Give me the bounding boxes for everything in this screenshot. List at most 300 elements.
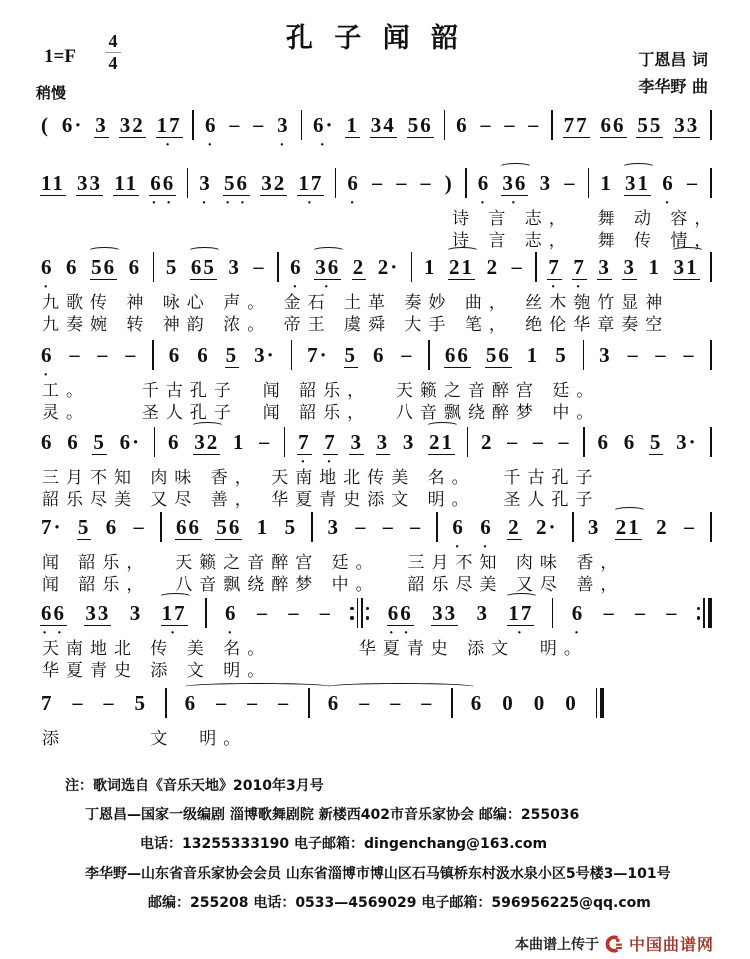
dash-glyph: – <box>528 114 541 136</box>
note-digits: 7· <box>307 342 329 367</box>
dash-glyph: – <box>686 172 699 194</box>
note-digits: 36 <box>315 254 341 279</box>
note-token <box>175 515 202 540</box>
note-token <box>284 515 299 540</box>
note-digits: 66 <box>150 170 176 195</box>
note-digits: 7 <box>573 254 586 279</box>
slur-arc <box>88 247 121 255</box>
note-digits: 56 <box>216 514 242 539</box>
duration-dash <box>511 255 525 279</box>
barline <box>451 688 453 718</box>
dash-glyph: – <box>125 344 138 366</box>
note-token <box>40 342 55 383</box>
slur-arc <box>505 593 538 601</box>
note-digits: 5 <box>225 342 239 367</box>
note-token <box>428 430 455 455</box>
low-octave-dot: · <box>664 194 673 211</box>
note-digits: 7 <box>41 690 54 715</box>
barline <box>710 427 712 457</box>
note-digits: 1 <box>526 342 540 367</box>
note-token <box>204 112 219 153</box>
rest-token <box>564 691 579 716</box>
lyric-line-1: 诗 言 志， 舞 动 容， <box>452 209 719 229</box>
lyrics-block <box>40 292 712 336</box>
note-token <box>636 113 663 138</box>
note-token <box>323 429 338 470</box>
note-token <box>227 255 242 280</box>
note-token <box>661 170 676 211</box>
note-token <box>597 430 612 455</box>
note-digits: 2 <box>486 254 500 279</box>
duration-dash <box>124 343 138 367</box>
barline <box>552 598 554 628</box>
note-token <box>622 255 637 280</box>
low-octave-dot: · · <box>151 194 175 211</box>
system-7 <box>40 592 712 682</box>
slur-arc <box>446 247 479 255</box>
dash-glyph: – <box>278 692 291 714</box>
note-digits: 2 <box>656 514 669 539</box>
note-token <box>600 113 627 138</box>
low-octave-dot: · <box>279 136 288 153</box>
music-row <box>40 104 712 153</box>
barline <box>551 110 553 140</box>
lyric-line-1: 三月不知 肉味 香， 天南地北传美 名。 千古孔子 <box>42 468 600 488</box>
system-1 <box>40 104 712 153</box>
parenthesis-glyph: ( <box>41 112 50 137</box>
low-octave-dot: · <box>227 624 236 641</box>
dash-glyph: – <box>319 602 332 624</box>
low-octave-dot: · · <box>225 194 248 211</box>
note-token <box>539 171 554 196</box>
note-token <box>168 343 183 368</box>
note-token <box>260 171 287 196</box>
note-digits: 33 <box>432 600 458 625</box>
footer-note-lyricist-contact: 电话：13255333190 电子邮箱：dingenchang@163.com <box>140 836 548 852</box>
barline <box>465 168 467 198</box>
note-token <box>65 255 80 280</box>
note-token <box>675 430 699 455</box>
tempo-marking: 稍慢 <box>36 84 67 102</box>
note-token <box>119 430 143 455</box>
note-token <box>344 343 359 368</box>
dash-glyph: – <box>133 516 146 538</box>
note-digits: 2· <box>536 514 558 539</box>
note-digits: 6 <box>168 342 182 367</box>
duration-dash <box>558 430 572 454</box>
duration-dash <box>506 430 520 454</box>
note-digits: 1 <box>232 429 246 454</box>
barline <box>710 512 712 542</box>
note-digits: 6 <box>184 690 198 715</box>
lyric-line-2: 九奏婉 转 神韵 浓。 帝王 虞舜 大手 笔， 绝伦华章奏空 <box>42 315 670 335</box>
note-token <box>448 255 475 280</box>
note-digits: 66 <box>387 600 413 625</box>
music-row <box>40 592 712 641</box>
note-digits: 6· <box>313 112 335 137</box>
barline <box>357 598 359 628</box>
footer-note-composer-contact: 邮编：255208 电话：0533—4569029 电子邮箱：596956225@qq.com <box>148 895 651 911</box>
slur-arc <box>622 163 655 171</box>
slur-arc <box>159 593 192 601</box>
note-digits: 66 <box>175 514 201 539</box>
note-digits: 6 <box>225 600 238 625</box>
note-digits: 6 <box>662 170 675 195</box>
barline <box>572 512 574 542</box>
dash-glyph: – <box>683 344 696 366</box>
barline <box>596 688 598 718</box>
low-octave-dot: · <box>201 194 210 211</box>
watermark-prefix: 本曲谱上传于 <box>514 936 599 953</box>
note-token <box>306 343 330 368</box>
key-signature: 1=F <box>44 46 76 67</box>
note-token <box>431 601 458 626</box>
note-digits: 11 <box>114 170 139 195</box>
note-token <box>66 430 81 455</box>
note-token <box>76 171 103 196</box>
note-digits: 6 <box>105 514 119 539</box>
note-digits: 32 <box>194 429 220 454</box>
note-digits: 3· <box>676 429 698 454</box>
note-digits: 31 <box>625 170 651 195</box>
dash-glyph: – <box>666 602 679 624</box>
note-digits: 56 <box>407 112 433 137</box>
slur-arc <box>188 247 221 255</box>
duration-dash <box>389 691 403 715</box>
note-digits: 7· <box>41 514 63 539</box>
note-token <box>84 601 111 626</box>
barline <box>436 512 438 542</box>
duration-dash <box>627 343 641 367</box>
low-octave-dot: · <box>510 194 519 211</box>
note-digits: 34 <box>370 112 396 137</box>
dash-glyph: – <box>382 516 395 538</box>
duration-dash <box>603 601 617 625</box>
lyrics-block <box>40 380 712 424</box>
note-digits: 0 <box>565 690 578 715</box>
note-token <box>184 691 199 716</box>
low-octave-dot: · <box>516 624 525 641</box>
note-token <box>256 515 271 540</box>
duration-dash <box>277 691 291 715</box>
note-digits: 66 <box>444 342 470 367</box>
note-token <box>554 343 569 368</box>
note-token <box>129 601 144 626</box>
note-token <box>297 429 312 470</box>
note-digits: 5 <box>165 254 179 279</box>
note-token <box>673 255 700 280</box>
barline <box>152 340 154 370</box>
note-token <box>345 113 360 138</box>
barline <box>583 340 585 370</box>
duration-dash <box>563 171 577 195</box>
note-digits: 3 <box>277 112 290 137</box>
dash-glyph: – <box>480 114 493 136</box>
low-octave-dot: · <box>207 136 216 153</box>
duration-dash <box>683 515 697 539</box>
music-row <box>40 162 712 211</box>
note-token <box>196 343 211 368</box>
dash-glyph: – <box>359 692 372 714</box>
duration-dash <box>358 691 372 715</box>
barline <box>535 252 537 282</box>
rest-token <box>501 691 516 716</box>
duration-dash <box>527 113 541 137</box>
note-digits: 1 <box>600 170 613 195</box>
dash-glyph: – <box>603 602 616 624</box>
note-digits: 77 <box>563 112 589 137</box>
dash-glyph: – <box>507 431 520 453</box>
system-5 <box>40 421 712 511</box>
note-token <box>571 600 586 641</box>
note-digits: 11 <box>41 170 65 195</box>
note-digits: 6 <box>480 514 493 539</box>
site-watermark <box>515 932 714 955</box>
note-digits: 3 <box>402 429 416 454</box>
note-digits: 5 <box>555 342 568 367</box>
note-digits: 3 <box>95 112 108 137</box>
note-digits: 17 <box>298 170 324 195</box>
low-octave-dot: · <box>306 194 315 211</box>
note-digits: 3· <box>254 342 276 367</box>
note-token <box>105 515 120 540</box>
note-token <box>215 515 242 540</box>
low-octave-dot: · <box>292 278 301 295</box>
dash-glyph: – <box>97 344 110 366</box>
note-digits: 3 <box>327 514 340 539</box>
dash-glyph: – <box>504 114 517 136</box>
duration-dash <box>682 343 696 367</box>
note-token <box>486 255 501 280</box>
low-octave-dot: · <box>575 278 584 295</box>
note-digits: 65 <box>190 254 216 279</box>
note-token <box>376 430 391 455</box>
note-token <box>314 254 341 295</box>
note-token <box>119 113 146 138</box>
note-digits: 3 <box>599 342 612 367</box>
low-octave-dot: · <box>319 136 328 153</box>
note-digits: 3 <box>587 514 601 539</box>
lyrics-block <box>40 467 712 511</box>
duration-dash <box>479 113 493 137</box>
note-token <box>597 255 612 280</box>
music-row <box>40 334 712 383</box>
note-digits: 33 <box>674 112 700 137</box>
note-digits: 17 <box>508 600 534 625</box>
note-digits: 21 <box>449 254 475 279</box>
note-token <box>480 430 495 455</box>
duration-dash <box>395 171 409 195</box>
lyric-line-1: 添 文 明。 <box>42 729 248 749</box>
note-digits: 66 <box>41 600 66 625</box>
note-token <box>253 343 277 368</box>
note-token <box>94 113 109 138</box>
note-digits: 31 <box>673 254 699 279</box>
note-digits: 5 <box>284 514 298 539</box>
duration-dash <box>420 171 434 195</box>
low-octave-dot: · <box>482 538 491 555</box>
note-token <box>649 430 664 455</box>
note-digits: 1 <box>346 112 359 137</box>
barline <box>308 688 310 718</box>
note-token <box>673 113 700 138</box>
final-barline <box>596 688 605 718</box>
note-digits: 6 <box>456 112 469 137</box>
note-token <box>475 601 490 626</box>
note-token <box>92 430 107 455</box>
low-octave-dot: · <box>349 194 358 211</box>
repeat-dot <box>366 616 370 620</box>
barline <box>291 340 293 370</box>
note-token <box>77 515 92 540</box>
note-digits: 6 <box>204 112 218 137</box>
barline <box>284 427 286 457</box>
note-digits: 6 <box>470 690 484 715</box>
note-token <box>134 691 149 716</box>
dash-glyph: – <box>627 344 640 366</box>
note-digits: 6 <box>327 690 341 715</box>
barline <box>165 688 167 718</box>
duration-dash <box>382 515 396 539</box>
duration-dash <box>319 601 333 625</box>
dash-glyph: – <box>564 172 577 194</box>
note-digits: 1 <box>256 514 270 539</box>
note-token <box>289 254 304 295</box>
repeat-end-sign <box>697 598 712 628</box>
note-token <box>423 255 438 280</box>
note-digits: 17 <box>156 112 182 137</box>
barline <box>205 598 207 628</box>
note-token <box>40 171 66 196</box>
note-digits: 6 <box>197 342 210 367</box>
note-token <box>370 113 397 138</box>
note-token <box>327 691 342 716</box>
barline <box>710 168 712 198</box>
note-digits: 6 <box>66 254 79 279</box>
barline <box>187 168 189 198</box>
duration-dash <box>258 430 272 454</box>
barline <box>277 252 279 282</box>
note-token <box>535 515 559 540</box>
note-digits: 3 <box>228 254 241 279</box>
composer-credit: 李华野 曲 <box>638 77 708 96</box>
note-token <box>526 343 541 368</box>
duration-dash <box>409 515 423 539</box>
barline <box>467 427 469 457</box>
duration-dash <box>665 601 679 625</box>
low-octave-dot: · <box>573 624 582 641</box>
note-token <box>501 170 528 211</box>
music-row <box>40 246 712 295</box>
note-digits: 2 <box>480 429 494 454</box>
dash-glyph: – <box>396 172 409 194</box>
barline <box>710 252 712 282</box>
system-6 <box>40 506 712 596</box>
note-token <box>128 255 143 280</box>
note-token <box>312 112 336 153</box>
music-row <box>40 682 712 724</box>
note-digits: 6 <box>452 514 465 539</box>
note-digits: 6 <box>41 429 54 454</box>
note-token <box>624 171 651 196</box>
repeat-dot <box>366 607 370 611</box>
note-digits: 2 <box>508 514 521 539</box>
note-digits: 6 <box>168 429 181 454</box>
note-digits: 5 <box>344 342 358 367</box>
note-token <box>507 515 522 540</box>
note-token <box>40 515 64 540</box>
footer-note-composer-address: 李华野—山东省音乐家协会会员 山东省淄博市博山区石马镇桥东村汲水泉小区5号楼3—101号 <box>85 866 671 882</box>
duration-dash <box>256 601 270 625</box>
note-token <box>547 254 562 295</box>
duration-dash <box>655 343 669 367</box>
repeat-dots <box>697 607 701 620</box>
dash-glyph: – <box>253 256 266 278</box>
barline <box>335 168 337 198</box>
barline <box>301 110 303 140</box>
note-digits: 21 <box>429 429 455 454</box>
lyric-line-2: 闻 韶乐， 八音飘绕醉梦 中。 韶乐尽美 又尽 善， <box>42 575 625 595</box>
song-title: 孔 子 闻 韶 <box>285 23 465 54</box>
parenthesis-glyph: ) <box>444 170 454 195</box>
note-digits: 6 <box>571 600 585 625</box>
note-digits: 55 <box>637 112 663 137</box>
note-token <box>346 170 361 211</box>
note-digits: 3 <box>539 170 553 195</box>
note-digits: 6 <box>347 170 360 195</box>
duration-dash <box>246 691 260 715</box>
lyric-line-2: 韶乐尽美 又尽 善， 华夏青史添文 明。 圣人孔子 <box>42 490 600 510</box>
lyric-line-2: 诗 言 志， 舞 传 情， <box>452 231 719 251</box>
note-token <box>224 600 239 641</box>
dash-glyph: – <box>421 692 434 714</box>
dash-glyph: – <box>355 516 368 538</box>
note-token <box>156 112 183 153</box>
note-digits: 6 <box>372 342 386 367</box>
duration-dash <box>72 691 86 715</box>
note-token <box>479 514 494 555</box>
dash-glyph: – <box>390 692 403 714</box>
note-digits: 3 <box>476 600 489 625</box>
duration-dash <box>68 343 82 367</box>
low-octave-dot: · · <box>42 624 65 641</box>
music-row <box>40 506 712 555</box>
system-4 <box>40 334 712 424</box>
footer-note-lyricist-address: 丁恩昌—国家一级编剧 淄博歌舞剧院 新楼西402市音乐家协会 邮编：255036 <box>85 807 580 823</box>
duration-dash <box>354 515 368 539</box>
note-token <box>377 255 401 280</box>
barline <box>411 252 413 282</box>
dash-glyph: – <box>103 692 116 714</box>
low-octave-dot: · <box>43 366 52 383</box>
lyric-line-2: 华夏青史 添 文 明。 <box>42 661 272 681</box>
duration-dash <box>133 515 147 539</box>
duration-dash <box>686 171 700 195</box>
note-token <box>455 113 470 138</box>
note-digits: 2 <box>352 254 366 279</box>
system-3 <box>40 246 712 336</box>
note-digits: 6 <box>128 254 142 279</box>
slur-arc <box>671 247 704 255</box>
barline <box>361 598 363 628</box>
note-token <box>615 515 642 540</box>
duration-dash <box>420 691 434 715</box>
barline <box>154 427 156 457</box>
low-octave-dot: · <box>479 194 488 211</box>
dash-glyph: – <box>247 692 260 714</box>
note-digits: 6 <box>41 254 54 279</box>
duration-dash <box>103 691 117 715</box>
